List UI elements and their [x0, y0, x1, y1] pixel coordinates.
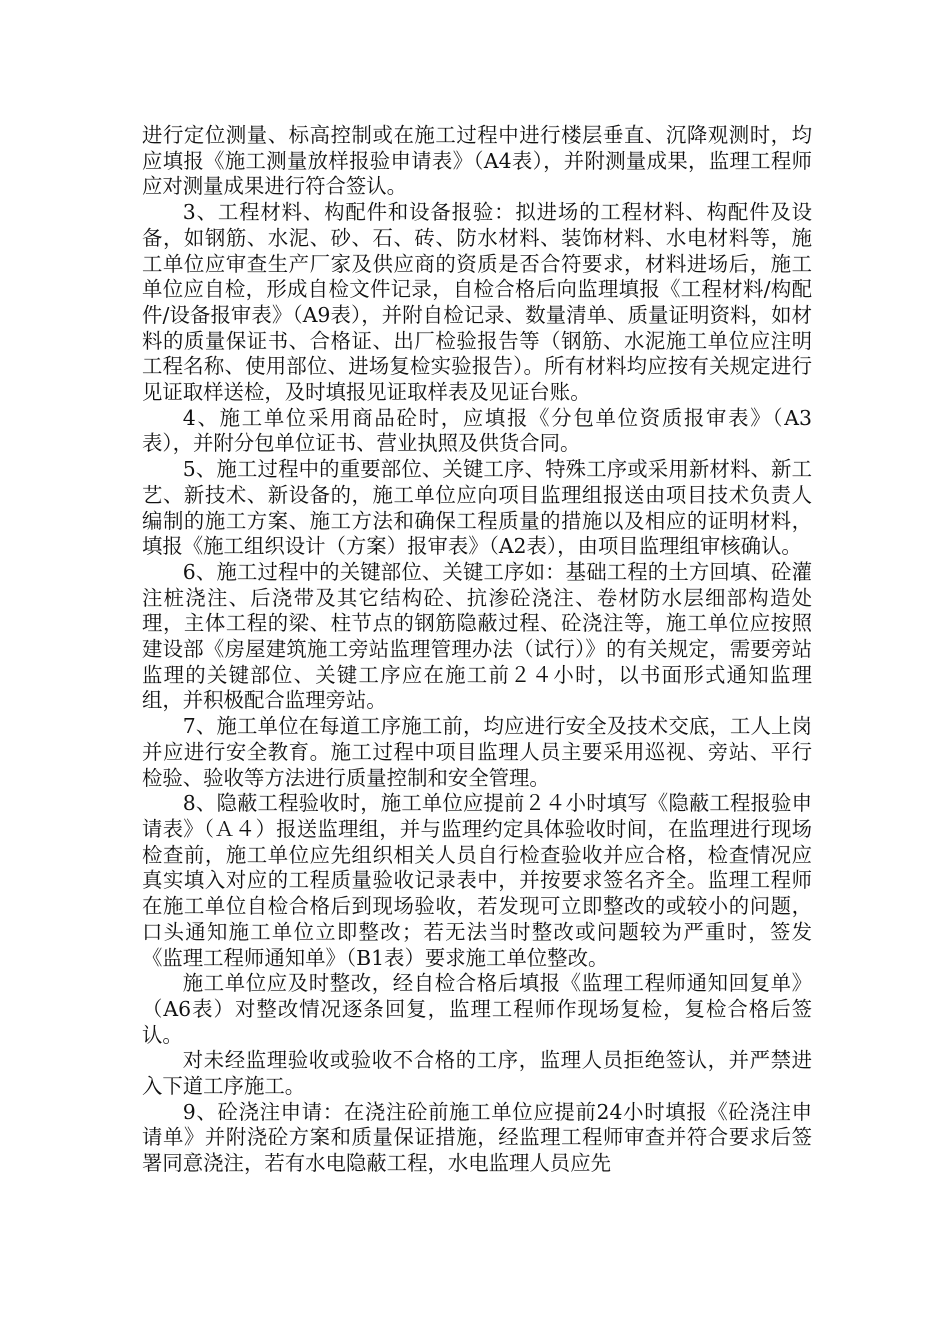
paragraph-refusal-to-sign: 对未经监理验收或验收不合格的工序，监理人员拒绝签认，并严禁进入下道工序施工。: [142, 1048, 812, 1099]
paragraph-item-6-side-station-supervision: 6、施工过程中的关键部位、关键工序如：基础工程的土方回填、砼灌注桩浇注、后浇带及其它结构砼、抗渗砼浇注、卷材防水层细部构造处理，主体工程的梁、柱节点的钢筋隐蔽过程、砼浇注等，施工单位应按照建设部《房屋建筑施工旁站监理管理办法（试行）》的有关规定，需要旁站监理的关键部位、关键工序应在施工前２４小时，以书面形式通知监理组，并积极配合监理旁站。: [142, 559, 812, 713]
document-page: [142, 123, 812, 1177]
paragraph-item-4-commercial-concrete: 4、施工单位采用商品砼时，应填报《分包单位资质报审表》（A3表），并附分包单位证书、营业执照及供货合同。: [142, 405, 812, 456]
paragraph-continuation: 进行定位测量、标高控制或在施工过程中进行楼层垂直、沉降观测时，均应填报《施工测量放样报验申请表》（A4表），并附测量成果，监理工程师应对测量成果进行符合签认。: [142, 123, 812, 199]
paragraph-item-9-concrete-pouring: 9、砼浇注申请：在浇注砼前施工单位应提前24小时填报《砼浇注申请单》并附浇砼方案和质量保证措施，经监理工程师审查并符合要求后签署同意浇注，若有水电隐蔽工程，水电监理人员应先: [142, 1099, 812, 1176]
paragraph-item-3-material-inspection: 3、工程材料、构配件和设备报验：拟进场的工程材料、构配件及设备，如钢筋、水泥、砂、石、砖、防水材料、装饰材料、水电材料等，施工单位应审查生产厂家及供应商的资质是否合符要求，材料进场后，施工单位应自检，形成自检文件记录，自检合格后向监理填报《工程材料/构配件/设备报审表》（A9表），并附自检记录、数量清单、质量证明资料，如材料的质量保证书、合格证、出厂检验报告等（钢筋、水泥施工单位应注明工程名称、使用部位、进场复检实验报告）。所有材料均应按有关规定进行见证取样送检，及时填报见证取样表及见证台账。: [142, 200, 812, 405]
paragraph-item-7-safety-briefing: 7、施工单位在每道工序施工前，均应进行安全及技术交底，工人上岗并应进行安全教育。施工过程中项目监理人员主要采用巡视、旁站、平行检验、验收等方法进行质量控制和安全管理。: [142, 714, 812, 790]
paragraph-item-5-key-processes: 5、施工过程中的重要部位、关键工序、特殊工序或采用新材料、新工艺、新技术、新设备的，施工单位应向项目监理组报送由项目技术负责人编制的施工方案、施工方法和确保工程质量的措施以及相应的证明材料，填报《施工组织设计（方案）报审表》（A2表），由项目监理组审核确认。: [142, 457, 812, 559]
paragraph-item-8-concealed-works: 8、隐蔽工程验收时，施工单位应提前２４小时填写《隐蔽工程报验申请表》（Ａ４）报送监理组，并与监理约定具体验收时间，在监理进行现场检查前，施工单位应先组织相关人员自行检查验收并应合格，检查情况应真实填入对应的工程质量验收记录表中，并按要求签名齐全。监理工程师在施工单位自检合格后到现场验收，若发现可立即整改的或较小的问题，口头通知施工单位立即整改；若无法当时整改或问题较为严重时，签发《监理工程师通知单》（B1表）要求施工单位整改。: [142, 791, 812, 970]
paragraph-rectification-reply: 施工单位应及时整改，经自检合格后填报《监理工程师通知回复单》（A6表）对整改情况逐条回复，监理工程师作现场复检，复检合格后签认。: [142, 971, 812, 1047]
